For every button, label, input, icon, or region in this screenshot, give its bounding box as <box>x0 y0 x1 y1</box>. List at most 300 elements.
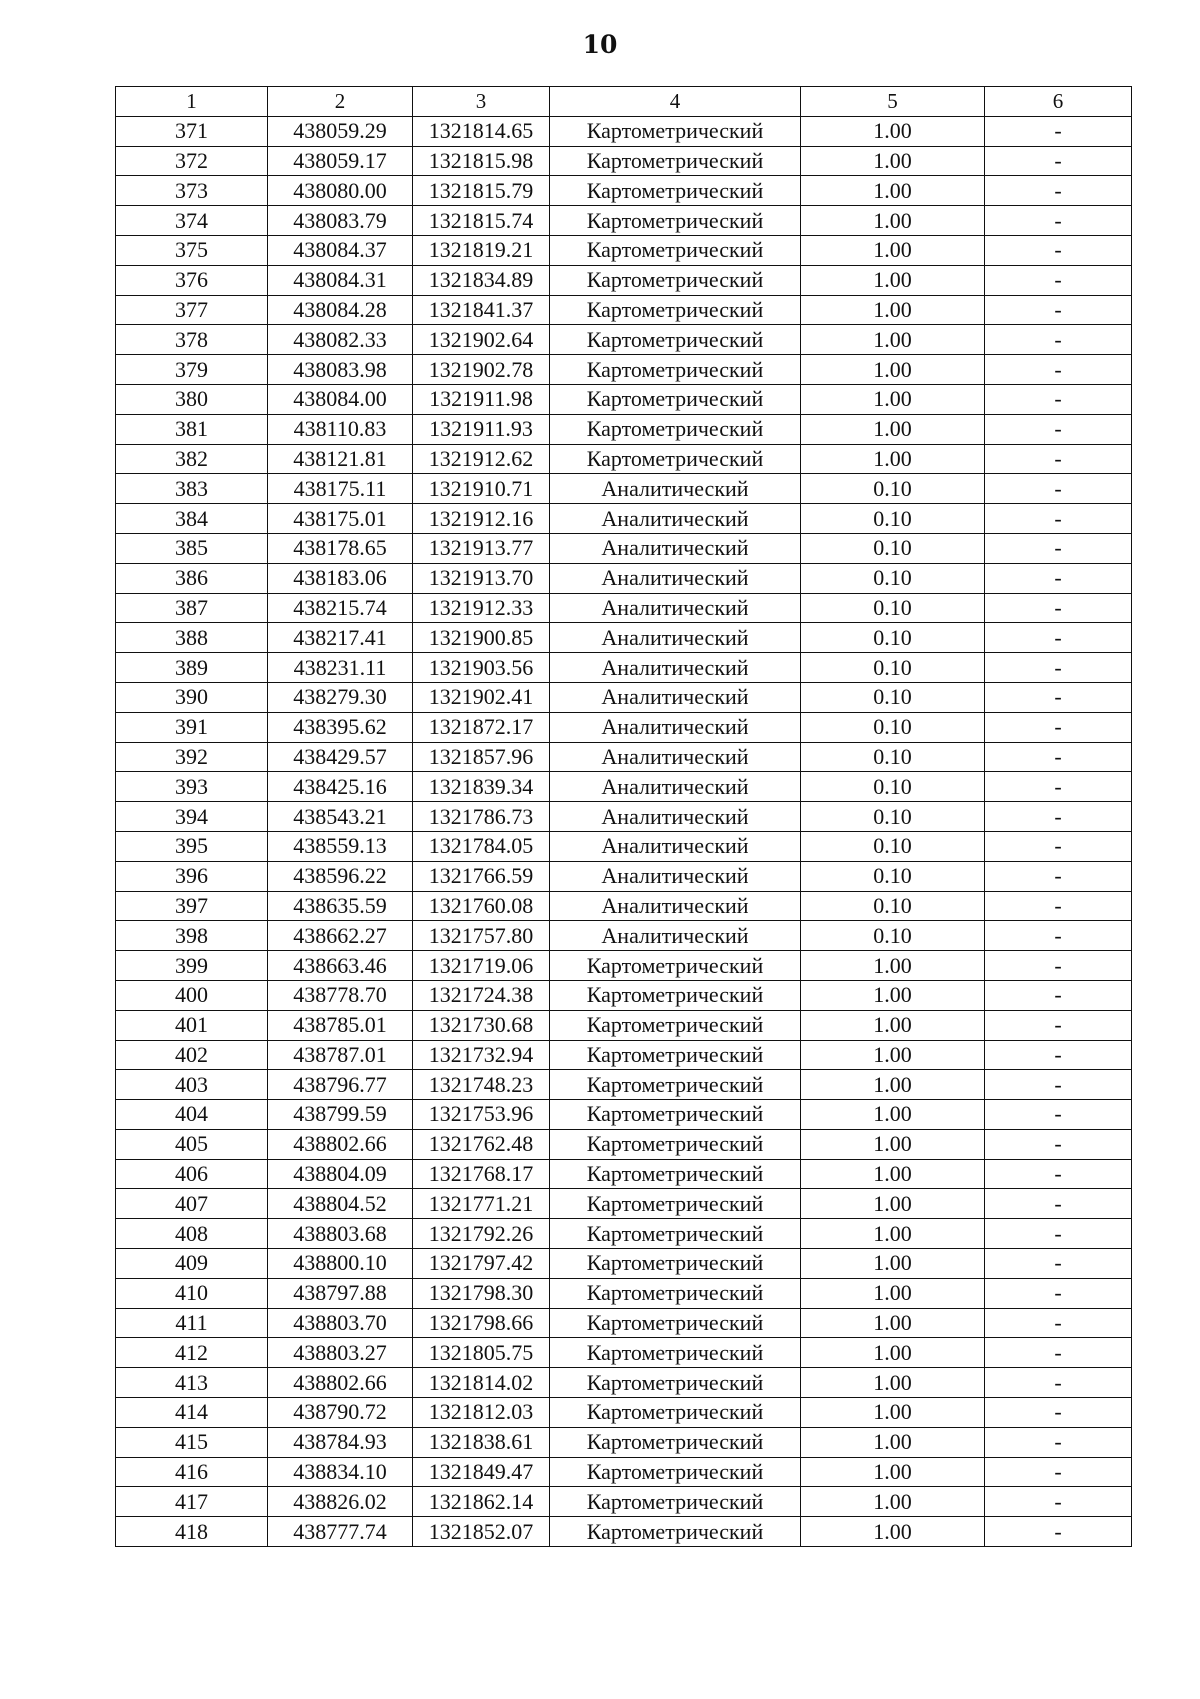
description-cell: - <box>985 176 1132 206</box>
method-cell: Картометрический <box>550 1338 801 1368</box>
description-cell: - <box>985 1010 1132 1040</box>
point-number-cell: 371 <box>116 116 268 146</box>
method-cell: Картометрический <box>550 1427 801 1457</box>
column-header: 2 <box>268 87 413 117</box>
x-coordinate-cell: 438804.09 <box>268 1159 413 1189</box>
y-coordinate-cell: 1321768.17 <box>413 1159 550 1189</box>
method-cell: Картометрический <box>550 1368 801 1398</box>
method-cell: Аналитический <box>550 474 801 504</box>
description-cell: - <box>985 593 1132 623</box>
point-number-cell: 381 <box>116 414 268 444</box>
method-cell: Картометрический <box>550 1100 801 1130</box>
point-number-cell: 378 <box>116 325 268 355</box>
y-coordinate-cell: 1321911.93 <box>413 414 550 444</box>
accuracy-cell: 1.00 <box>801 951 985 981</box>
x-coordinate-cell: 438084.37 <box>268 235 413 265</box>
accuracy-cell: 1.00 <box>801 1129 985 1159</box>
x-coordinate-cell: 438803.68 <box>268 1219 413 1249</box>
accuracy-cell: 1.00 <box>801 1159 985 1189</box>
x-coordinate-cell: 438217.41 <box>268 623 413 653</box>
accuracy-cell: 0.10 <box>801 831 985 861</box>
table-row <box>116 1368 1132 1398</box>
accuracy-cell: 1.00 <box>801 295 985 325</box>
point-number-cell: 415 <box>116 1427 268 1457</box>
method-cell: Картометрический <box>550 951 801 981</box>
y-coordinate-cell: 1321724.38 <box>413 980 550 1010</box>
x-coordinate-cell: 438543.21 <box>268 802 413 832</box>
description-cell: - <box>985 861 1132 891</box>
description-cell: - <box>985 1487 1132 1517</box>
accuracy-cell: 0.10 <box>801 861 985 891</box>
x-coordinate-cell: 438084.28 <box>268 295 413 325</box>
point-number-cell: 406 <box>116 1159 268 1189</box>
table-row <box>116 504 1132 534</box>
accuracy-cell: 1.00 <box>801 1308 985 1338</box>
x-coordinate-cell: 438796.77 <box>268 1070 413 1100</box>
point-number-cell: 405 <box>116 1129 268 1159</box>
point-number-cell: 414 <box>116 1398 268 1428</box>
y-coordinate-cell: 1321912.16 <box>413 504 550 534</box>
table-row <box>116 1457 1132 1487</box>
y-coordinate-cell: 1321748.23 <box>413 1070 550 1100</box>
x-coordinate-cell: 438778.70 <box>268 980 413 1010</box>
method-cell: Картометрический <box>550 265 801 295</box>
table-row <box>116 861 1132 891</box>
y-coordinate-cell: 1321771.21 <box>413 1189 550 1219</box>
x-coordinate-cell: 438425.16 <box>268 772 413 802</box>
point-number-cell: 400 <box>116 980 268 1010</box>
description-cell: - <box>985 325 1132 355</box>
method-cell: Картометрический <box>550 235 801 265</box>
point-number-cell: 384 <box>116 504 268 534</box>
method-cell: Картометрический <box>550 146 801 176</box>
y-coordinate-cell: 1321911.98 <box>413 384 550 414</box>
x-coordinate-cell: 438083.79 <box>268 206 413 236</box>
method-cell: Аналитический <box>550 802 801 832</box>
accuracy-cell: 1.00 <box>801 414 985 444</box>
y-coordinate-cell: 1321814.65 <box>413 116 550 146</box>
method-cell: Картометрический <box>550 325 801 355</box>
y-coordinate-cell: 1321730.68 <box>413 1010 550 1040</box>
accuracy-cell: 0.10 <box>801 653 985 683</box>
method-cell: Аналитический <box>550 563 801 593</box>
accuracy-cell: 1.00 <box>801 325 985 355</box>
accuracy-cell: 0.10 <box>801 891 985 921</box>
accuracy-cell: 1.00 <box>801 1100 985 1130</box>
table-row <box>116 1159 1132 1189</box>
description-cell: - <box>985 623 1132 653</box>
y-coordinate-cell: 1321900.85 <box>413 623 550 653</box>
table-body <box>116 116 1132 1546</box>
y-coordinate-cell: 1321903.56 <box>413 653 550 683</box>
y-coordinate-cell: 1321834.89 <box>413 265 550 295</box>
table-row <box>116 1338 1132 1368</box>
table-row <box>116 325 1132 355</box>
point-number-cell: 417 <box>116 1487 268 1517</box>
point-number-cell: 412 <box>116 1338 268 1368</box>
method-cell: Аналитический <box>550 682 801 712</box>
description-cell: - <box>985 1070 1132 1100</box>
x-coordinate-cell: 438787.01 <box>268 1040 413 1070</box>
accuracy-cell: 1.00 <box>801 355 985 385</box>
accuracy-cell: 1.00 <box>801 1457 985 1487</box>
accuracy-cell: 1.00 <box>801 384 985 414</box>
accuracy-cell: 0.10 <box>801 712 985 742</box>
description-cell: - <box>985 146 1132 176</box>
accuracy-cell: 0.10 <box>801 772 985 802</box>
y-coordinate-cell: 1321719.06 <box>413 951 550 981</box>
table-row <box>116 235 1132 265</box>
point-number-cell: 418 <box>116 1517 268 1547</box>
description-cell: - <box>985 1040 1132 1070</box>
table-row <box>116 712 1132 742</box>
y-coordinate-cell: 1321902.64 <box>413 325 550 355</box>
y-coordinate-cell: 1321913.77 <box>413 533 550 563</box>
method-cell: Картометрический <box>550 1189 801 1219</box>
y-coordinate-cell: 1321766.59 <box>413 861 550 891</box>
table-row <box>116 444 1132 474</box>
method-cell: Картометрический <box>550 1249 801 1279</box>
point-number-cell: 393 <box>116 772 268 802</box>
table-row <box>116 1070 1132 1100</box>
description-cell: - <box>985 235 1132 265</box>
description-cell: - <box>985 742 1132 772</box>
y-coordinate-cell: 1321784.05 <box>413 831 550 861</box>
x-coordinate-cell: 438800.10 <box>268 1249 413 1279</box>
column-header: 5 <box>801 87 985 117</box>
description-cell: - <box>985 1338 1132 1368</box>
point-number-cell: 402 <box>116 1040 268 1070</box>
table-row <box>116 355 1132 385</box>
y-coordinate-cell: 1321815.98 <box>413 146 550 176</box>
table-row <box>116 1308 1132 1338</box>
point-number-cell: 391 <box>116 712 268 742</box>
y-coordinate-cell: 1321760.08 <box>413 891 550 921</box>
table-row <box>116 563 1132 593</box>
method-cell: Картометрический <box>550 1308 801 1338</box>
x-coordinate-cell: 438084.00 <box>268 384 413 414</box>
table-row <box>116 1487 1132 1517</box>
accuracy-cell: 0.10 <box>801 802 985 832</box>
description-cell: - <box>985 802 1132 832</box>
y-coordinate-cell: 1321732.94 <box>413 1040 550 1070</box>
x-coordinate-cell: 438635.59 <box>268 891 413 921</box>
table-row <box>116 116 1132 146</box>
point-number-cell: 407 <box>116 1189 268 1219</box>
accuracy-cell: 1.00 <box>801 265 985 295</box>
description-cell: - <box>985 1427 1132 1457</box>
accuracy-cell: 1.00 <box>801 1278 985 1308</box>
description-cell: - <box>985 921 1132 951</box>
point-number-cell: 372 <box>116 146 268 176</box>
y-coordinate-cell: 1321812.03 <box>413 1398 550 1428</box>
y-coordinate-cell: 1321857.96 <box>413 742 550 772</box>
description-cell: - <box>985 980 1132 1010</box>
accuracy-cell: 1.00 <box>801 1040 985 1070</box>
method-cell: Картометрический <box>550 1040 801 1070</box>
description-cell: - <box>985 1249 1132 1279</box>
x-coordinate-cell: 438175.01 <box>268 504 413 534</box>
accuracy-cell: 0.10 <box>801 593 985 623</box>
point-number-cell: 375 <box>116 235 268 265</box>
table-row <box>116 682 1132 712</box>
method-cell: Картометрический <box>550 1159 801 1189</box>
description-cell: - <box>985 831 1132 861</box>
point-number-cell: 392 <box>116 742 268 772</box>
table-row <box>116 1517 1132 1547</box>
table-row <box>116 1398 1132 1428</box>
table-row <box>116 623 1132 653</box>
point-number-cell: 416 <box>116 1457 268 1487</box>
point-number-cell: 386 <box>116 563 268 593</box>
accuracy-cell: 1.00 <box>801 1249 985 1279</box>
description-cell: - <box>985 1368 1132 1398</box>
y-coordinate-cell: 1321815.74 <box>413 206 550 236</box>
method-cell: Картометрический <box>550 295 801 325</box>
accuracy-cell: 0.10 <box>801 742 985 772</box>
table-row <box>116 1189 1132 1219</box>
table-header-row <box>116 87 1132 117</box>
table-row <box>116 593 1132 623</box>
table-row <box>116 802 1132 832</box>
table-row <box>116 1427 1132 1457</box>
description-cell: - <box>985 1398 1132 1428</box>
point-number-cell: 373 <box>116 176 268 206</box>
y-coordinate-cell: 1321902.78 <box>413 355 550 385</box>
accuracy-cell: 1.00 <box>801 146 985 176</box>
y-coordinate-cell: 1321862.14 <box>413 1487 550 1517</box>
point-number-cell: 387 <box>116 593 268 623</box>
column-header: 3 <box>413 87 550 117</box>
table-row <box>116 1100 1132 1130</box>
description-cell: - <box>985 1219 1132 1249</box>
method-cell: Картометрический <box>550 355 801 385</box>
y-coordinate-cell: 1321757.80 <box>413 921 550 951</box>
point-number-cell: 409 <box>116 1249 268 1279</box>
accuracy-cell: 1.00 <box>801 1427 985 1457</box>
point-number-cell: 394 <box>116 802 268 832</box>
x-coordinate-cell: 438084.31 <box>268 265 413 295</box>
point-number-cell: 390 <box>116 682 268 712</box>
point-number-cell: 404 <box>116 1100 268 1130</box>
accuracy-cell: 1.00 <box>801 1338 985 1368</box>
x-coordinate-cell: 438596.22 <box>268 861 413 891</box>
method-cell: Аналитический <box>550 742 801 772</box>
point-number-cell: 380 <box>116 384 268 414</box>
y-coordinate-cell: 1321762.48 <box>413 1129 550 1159</box>
method-cell: Картометрический <box>550 1517 801 1547</box>
description-cell: - <box>985 414 1132 444</box>
table-row <box>116 1040 1132 1070</box>
table-row <box>116 265 1132 295</box>
accuracy-cell: 1.00 <box>801 176 985 206</box>
description-cell: - <box>985 1129 1132 1159</box>
x-coordinate-cell: 438231.11 <box>268 653 413 683</box>
table-row <box>116 146 1132 176</box>
y-coordinate-cell: 1321852.07 <box>413 1517 550 1547</box>
description-cell: - <box>985 265 1132 295</box>
method-cell: Аналитический <box>550 891 801 921</box>
point-number-cell: 382 <box>116 444 268 474</box>
x-coordinate-cell: 438662.27 <box>268 921 413 951</box>
y-coordinate-cell: 1321902.41 <box>413 682 550 712</box>
accuracy-cell: 0.10 <box>801 563 985 593</box>
accuracy-cell: 1.00 <box>801 444 985 474</box>
method-cell: Аналитический <box>550 593 801 623</box>
method-cell: Картометрический <box>550 1129 801 1159</box>
method-cell: Картометрический <box>550 414 801 444</box>
page-number: 10 <box>582 30 618 59</box>
method-cell: Картометрический <box>550 1070 801 1100</box>
point-number-cell: 396 <box>116 861 268 891</box>
accuracy-cell: 1.00 <box>801 1070 985 1100</box>
y-coordinate-cell: 1321872.17 <box>413 712 550 742</box>
point-number-cell: 408 <box>116 1219 268 1249</box>
accuracy-cell: 1.00 <box>801 1219 985 1249</box>
method-cell: Картометрический <box>550 444 801 474</box>
point-number-cell: 410 <box>116 1278 268 1308</box>
y-coordinate-cell: 1321797.42 <box>413 1249 550 1279</box>
method-cell: Картометрический <box>550 116 801 146</box>
description-cell: - <box>985 951 1132 981</box>
y-coordinate-cell: 1321814.02 <box>413 1368 550 1398</box>
description-cell: - <box>985 712 1132 742</box>
description-cell: - <box>985 563 1132 593</box>
method-cell: Картометрический <box>550 1487 801 1517</box>
x-coordinate-cell: 438429.57 <box>268 742 413 772</box>
x-coordinate-cell: 438183.06 <box>268 563 413 593</box>
table-row <box>116 295 1132 325</box>
method-cell: Картометрический <box>550 1457 801 1487</box>
description-cell: - <box>985 772 1132 802</box>
point-number-cell: 395 <box>116 831 268 861</box>
method-cell: Картометрический <box>550 1278 801 1308</box>
point-number-cell: 399 <box>116 951 268 981</box>
y-coordinate-cell: 1321838.61 <box>413 1427 550 1457</box>
x-coordinate-cell: 438803.70 <box>268 1308 413 1338</box>
point-number-cell: 411 <box>116 1308 268 1338</box>
description-cell: - <box>985 444 1132 474</box>
method-cell: Картометрический <box>550 384 801 414</box>
accuracy-cell: 1.00 <box>801 206 985 236</box>
accuracy-cell: 1.00 <box>801 116 985 146</box>
table-row <box>116 1249 1132 1279</box>
x-coordinate-cell: 438803.27 <box>268 1338 413 1368</box>
point-number-cell: 401 <box>116 1010 268 1040</box>
description-cell: - <box>985 474 1132 504</box>
x-coordinate-cell: 438663.46 <box>268 951 413 981</box>
y-coordinate-cell: 1321798.30 <box>413 1278 550 1308</box>
accuracy-cell: 0.10 <box>801 533 985 563</box>
method-cell: Аналитический <box>550 861 801 891</box>
accuracy-cell: 1.00 <box>801 1189 985 1219</box>
x-coordinate-cell: 438559.13 <box>268 831 413 861</box>
x-coordinate-cell: 438080.00 <box>268 176 413 206</box>
method-cell: Аналитический <box>550 623 801 653</box>
column-header: 6 <box>985 87 1132 117</box>
table-row <box>116 176 1132 206</box>
x-coordinate-cell: 438059.29 <box>268 116 413 146</box>
table-row <box>116 891 1132 921</box>
x-coordinate-cell: 438826.02 <box>268 1487 413 1517</box>
point-number-cell: 403 <box>116 1070 268 1100</box>
description-cell: - <box>985 1100 1132 1130</box>
method-cell: Аналитический <box>550 533 801 563</box>
x-coordinate-cell: 438083.98 <box>268 355 413 385</box>
description-cell: - <box>985 1159 1132 1189</box>
accuracy-cell: 0.10 <box>801 474 985 504</box>
x-coordinate-cell: 438804.52 <box>268 1189 413 1219</box>
point-number-cell: 385 <box>116 533 268 563</box>
table-row <box>116 1129 1132 1159</box>
table-row <box>116 414 1132 444</box>
accuracy-cell: 1.00 <box>801 980 985 1010</box>
y-coordinate-cell: 1321912.33 <box>413 593 550 623</box>
description-cell: - <box>985 116 1132 146</box>
description-cell: - <box>985 682 1132 712</box>
table-row <box>116 1010 1132 1040</box>
accuracy-cell: 1.00 <box>801 235 985 265</box>
accuracy-cell: 0.10 <box>801 504 985 534</box>
point-number-cell: 398 <box>116 921 268 951</box>
table-row <box>116 533 1132 563</box>
method-cell: Картометрический <box>550 1398 801 1428</box>
y-coordinate-cell: 1321910.71 <box>413 474 550 504</box>
y-coordinate-cell: 1321849.47 <box>413 1457 550 1487</box>
y-coordinate-cell: 1321792.26 <box>413 1219 550 1249</box>
accuracy-cell: 1.00 <box>801 1368 985 1398</box>
table-row <box>116 653 1132 683</box>
coordinates-table <box>115 86 1132 1547</box>
x-coordinate-cell: 438121.81 <box>268 444 413 474</box>
description-cell: - <box>985 504 1132 534</box>
x-coordinate-cell: 438797.88 <box>268 1278 413 1308</box>
description-cell: - <box>985 1457 1132 1487</box>
description-cell: - <box>985 384 1132 414</box>
point-number-cell: 379 <box>116 355 268 385</box>
y-coordinate-cell: 1321798.66 <box>413 1308 550 1338</box>
method-cell: Картометрический <box>550 1219 801 1249</box>
method-cell: Аналитический <box>550 772 801 802</box>
table-row <box>116 742 1132 772</box>
y-coordinate-cell: 1321839.34 <box>413 772 550 802</box>
table-row <box>116 1219 1132 1249</box>
column-header: 1 <box>116 87 268 117</box>
point-number-cell: 388 <box>116 623 268 653</box>
accuracy-cell: 1.00 <box>801 1517 985 1547</box>
table-row <box>116 474 1132 504</box>
method-cell: Картометрический <box>550 1010 801 1040</box>
x-coordinate-cell: 438395.62 <box>268 712 413 742</box>
point-number-cell: 374 <box>116 206 268 236</box>
description-cell: - <box>985 355 1132 385</box>
y-coordinate-cell: 1321805.75 <box>413 1338 550 1368</box>
description-cell: - <box>985 1189 1132 1219</box>
method-cell: Аналитический <box>550 504 801 534</box>
description-cell: - <box>985 1517 1132 1547</box>
method-cell: Картометрический <box>550 980 801 1010</box>
x-coordinate-cell: 438802.66 <box>268 1129 413 1159</box>
accuracy-cell: 1.00 <box>801 1010 985 1040</box>
x-coordinate-cell: 438178.65 <box>268 533 413 563</box>
method-cell: Аналитический <box>550 653 801 683</box>
x-coordinate-cell: 438802.66 <box>268 1368 413 1398</box>
y-coordinate-cell: 1321753.96 <box>413 1100 550 1130</box>
y-coordinate-cell: 1321819.21 <box>413 235 550 265</box>
x-coordinate-cell: 438790.72 <box>268 1398 413 1428</box>
y-coordinate-cell: 1321841.37 <box>413 295 550 325</box>
description-cell: - <box>985 533 1132 563</box>
